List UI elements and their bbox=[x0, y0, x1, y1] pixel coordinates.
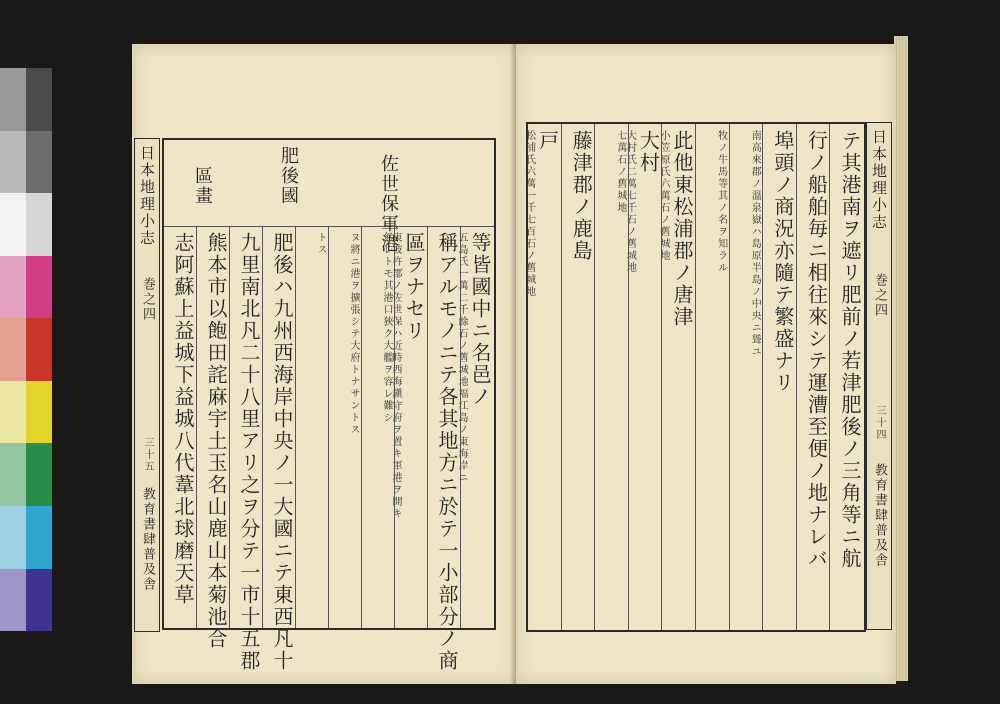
page-edges bbox=[894, 36, 908, 681]
main-text: 大村 bbox=[636, 130, 661, 174]
column-rule bbox=[229, 226, 230, 628]
text-column bbox=[699, 130, 727, 274]
text-column bbox=[833, 130, 861, 570]
column-rule bbox=[460, 226, 461, 628]
color-patch bbox=[0, 506, 26, 569]
right-page bbox=[516, 44, 896, 684]
main-text: 藤津郡ノ鹿島 bbox=[569, 130, 594, 262]
color-patch-row bbox=[0, 68, 52, 131]
color-patch bbox=[0, 256, 26, 319]
column-rule bbox=[295, 226, 296, 628]
text-column bbox=[624, 130, 661, 274]
text-column bbox=[200, 232, 227, 650]
color-patch bbox=[0, 381, 26, 444]
column-rule bbox=[762, 124, 763, 630]
annotation-text: 然レトモ其港口狹ク大艦ヲ容レ難シ bbox=[381, 232, 392, 424]
text-column bbox=[167, 232, 194, 606]
annotation-text: 大村氏二萬七千石ノ舊城地 bbox=[624, 130, 636, 274]
right-side-publisher: 教育書肆普及舎 bbox=[872, 463, 887, 568]
left-side-title: 日本地理小志 bbox=[138, 145, 156, 247]
annotation-text: ヌ將ニ港ヲ擴張シテ大府トナサントス bbox=[348, 232, 359, 436]
right-side-volume: 巻之四 bbox=[872, 273, 887, 318]
text-column bbox=[523, 130, 560, 298]
color-patch bbox=[26, 506, 52, 569]
right-side-title: 日本地理小志 bbox=[870, 129, 888, 231]
color-patch bbox=[26, 193, 52, 256]
text-column bbox=[733, 130, 761, 358]
left-side-page: 三十五 bbox=[142, 437, 153, 473]
main-text: 熊本市以飽田詫麻宇土玉名山鹿山本菊池合 bbox=[204, 232, 228, 650]
annotation-text: 五島氏一萬二千餘石ノ舊城地福江島ノ東海岸ニ bbox=[456, 232, 467, 484]
color-patch bbox=[0, 131, 26, 194]
main-text: 等皆國中ニ名邑ノ bbox=[468, 232, 492, 408]
color-patch bbox=[0, 68, 26, 131]
text-column bbox=[299, 232, 326, 256]
main-text: 埠頭ノ商況亦隨テ繁盛ナリ bbox=[770, 130, 795, 394]
annotation-text: 七萬石ノ舊城地 bbox=[614, 130, 626, 214]
text-column bbox=[766, 130, 794, 394]
text-column bbox=[233, 232, 260, 672]
column-rule bbox=[328, 226, 329, 628]
text-column bbox=[565, 130, 593, 262]
column-rule bbox=[561, 124, 562, 630]
column-rule bbox=[829, 124, 830, 630]
left-page bbox=[132, 44, 518, 684]
right-page-side-tab bbox=[866, 122, 892, 630]
column-rule bbox=[394, 226, 395, 628]
column-rule bbox=[628, 124, 629, 630]
right-text-frame bbox=[523, 122, 866, 632]
annotation-text: 松浦氏六萬一千七百石ノ舊城地 bbox=[523, 130, 535, 298]
column-rule bbox=[661, 124, 662, 630]
color-patch-row bbox=[0, 193, 52, 256]
main-text: テ其港南ヲ遮リ肥前ノ若津肥後ノ三角等ニ航 bbox=[838, 130, 862, 570]
text-column bbox=[365, 232, 392, 424]
column-rule bbox=[361, 226, 362, 628]
left-page-side-tab bbox=[134, 138, 160, 632]
color-patch bbox=[0, 318, 26, 381]
text-column bbox=[266, 232, 293, 672]
main-text: 肥後ハ九州西海岸中央ノ一大國ニテ東西凡十 bbox=[270, 232, 294, 672]
color-patch-row bbox=[0, 443, 52, 506]
column-rule bbox=[796, 124, 797, 630]
column-rule bbox=[196, 226, 197, 628]
header-kukaku: 區畫 bbox=[192, 166, 213, 206]
annotation-text: 南高來郡ノ溫泉嶽ハ島原半島ノ中央ニ聳ユ bbox=[749, 130, 761, 358]
color-patch-row bbox=[0, 256, 52, 319]
text-column bbox=[456, 232, 492, 484]
text-column bbox=[390, 232, 426, 520]
column-rule bbox=[729, 124, 730, 630]
color-patch-row bbox=[0, 569, 52, 632]
column-rule bbox=[427, 226, 428, 628]
header-divider bbox=[164, 226, 494, 227]
main-text: 志阿蘇上益城下益城八代葦北球磨天草 bbox=[171, 232, 195, 606]
color-patch-row bbox=[0, 131, 52, 194]
left-side-volume: 巻之四 bbox=[140, 277, 155, 322]
text-column bbox=[332, 232, 359, 436]
left-side-publisher: 教育書肆普及舎 bbox=[140, 487, 155, 592]
color-patch bbox=[26, 443, 52, 506]
annotation-text: 東彼杵郡ノ佐世保ハ近時西海鎭守府ヲ置キ軍港ヲ開キ bbox=[390, 232, 401, 520]
color-patch bbox=[0, 193, 26, 256]
main-text: 此他東松浦郡ノ唐津 bbox=[670, 130, 694, 328]
color-patch bbox=[0, 569, 26, 632]
main-text: 行ノ船舶毎ニ相往來シテ運漕至便ノ地ナレバ bbox=[804, 130, 829, 570]
column-rule bbox=[262, 226, 263, 628]
main-text: 戸 bbox=[535, 130, 560, 152]
color-patch-row bbox=[0, 318, 52, 381]
annotation-text: トス bbox=[315, 232, 326, 256]
text-column bbox=[800, 130, 828, 570]
color-calibration-strip bbox=[0, 68, 52, 631]
header-sasebo: 佐世保軍港 bbox=[378, 154, 399, 254]
annotation-text: 牧ノ牛馬等其ノ名ヲ知ラル bbox=[715, 130, 727, 274]
column-rule bbox=[695, 124, 696, 630]
right-side-page: 三十四 bbox=[874, 405, 885, 441]
color-patch bbox=[26, 131, 52, 194]
text-column bbox=[658, 130, 694, 328]
color-patch bbox=[26, 318, 52, 381]
main-text: 區ヲナセリ bbox=[402, 232, 426, 342]
color-patch-row bbox=[0, 381, 52, 444]
main-text: 稱アルモノニテ各其地方ニ於テ一小部分ノ商 bbox=[435, 232, 459, 672]
text-column bbox=[431, 232, 458, 672]
color-patch-row bbox=[0, 506, 52, 569]
text-column bbox=[598, 130, 626, 214]
open-book bbox=[128, 36, 908, 686]
left-text-frame bbox=[162, 138, 496, 672]
annotation-text: 小笠原氏六萬石ノ舊城地 bbox=[658, 130, 669, 262]
main-text: 九里南北凡二十八里アリ之ヲ分テ一市十五郡 bbox=[237, 232, 261, 672]
color-patch bbox=[26, 68, 52, 131]
header-higo: 肥後國 bbox=[278, 146, 299, 206]
color-patch bbox=[26, 569, 52, 632]
column-rule bbox=[594, 124, 595, 630]
color-patch bbox=[26, 256, 52, 319]
color-patch bbox=[0, 443, 26, 506]
color-patch bbox=[26, 381, 52, 444]
